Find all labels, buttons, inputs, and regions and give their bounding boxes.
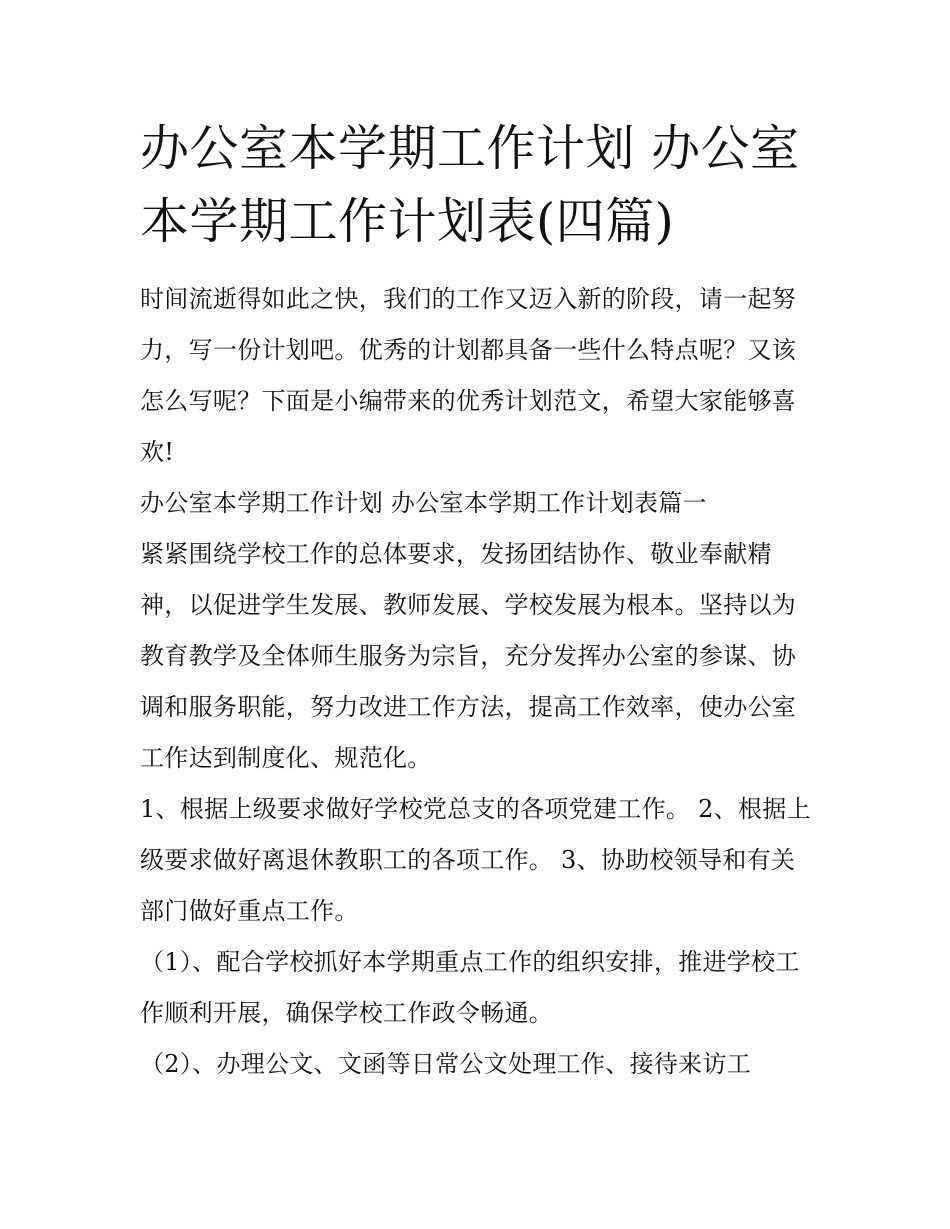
document-title: 办公室本学期工作计划 办公室本学期工作计划表(四篇) xyxy=(140,120,800,250)
document-content xyxy=(140,112,815,1090)
body-paragraph-4: （2）、办理公文、文函等日常公文处理工作、接待来访工 xyxy=(140,1050,752,1078)
section-heading: 办公室本学期工作计划 办公室本学期工作计划表篇一 xyxy=(140,489,707,517)
body-paragraph-3: （1）、配合学校抓好本学期重点工作的组织安排，推进学校工作顺利开展，确保学校工作政令畅通。 xyxy=(140,948,800,1027)
body-paragraph-2: 1、根据上级要求做好学校党总支的各项党建工作。 2、根据上级要求做好离退休教职工的各项工作。 3、协助校领导和有关部门做好重点工作。 xyxy=(140,795,811,925)
intro-paragraph: 时间流逝得如此之快，我们的工作又迈入新的阶段，请一起努力，写一份计划吧。优秀的计划都具备一些什么特点呢？又该怎么写呢？下面是小编带来的优秀计划范文，希望大家能够喜欢! xyxy=(140,285,797,466)
body-paragraph-1: 紧紧围绕学校工作的总体要求，发扬团结协作、敬业奉献精神，以促进学生发展、教师发展、学校发展为根本。坚持以为教育教学及全体师生服务为宗旨，充分发挥办公室的参谋、协调和服务职能，努力改进工作方法，提高工作效率，使办公室工作达到制度化、规范化。 xyxy=(140,540,797,772)
